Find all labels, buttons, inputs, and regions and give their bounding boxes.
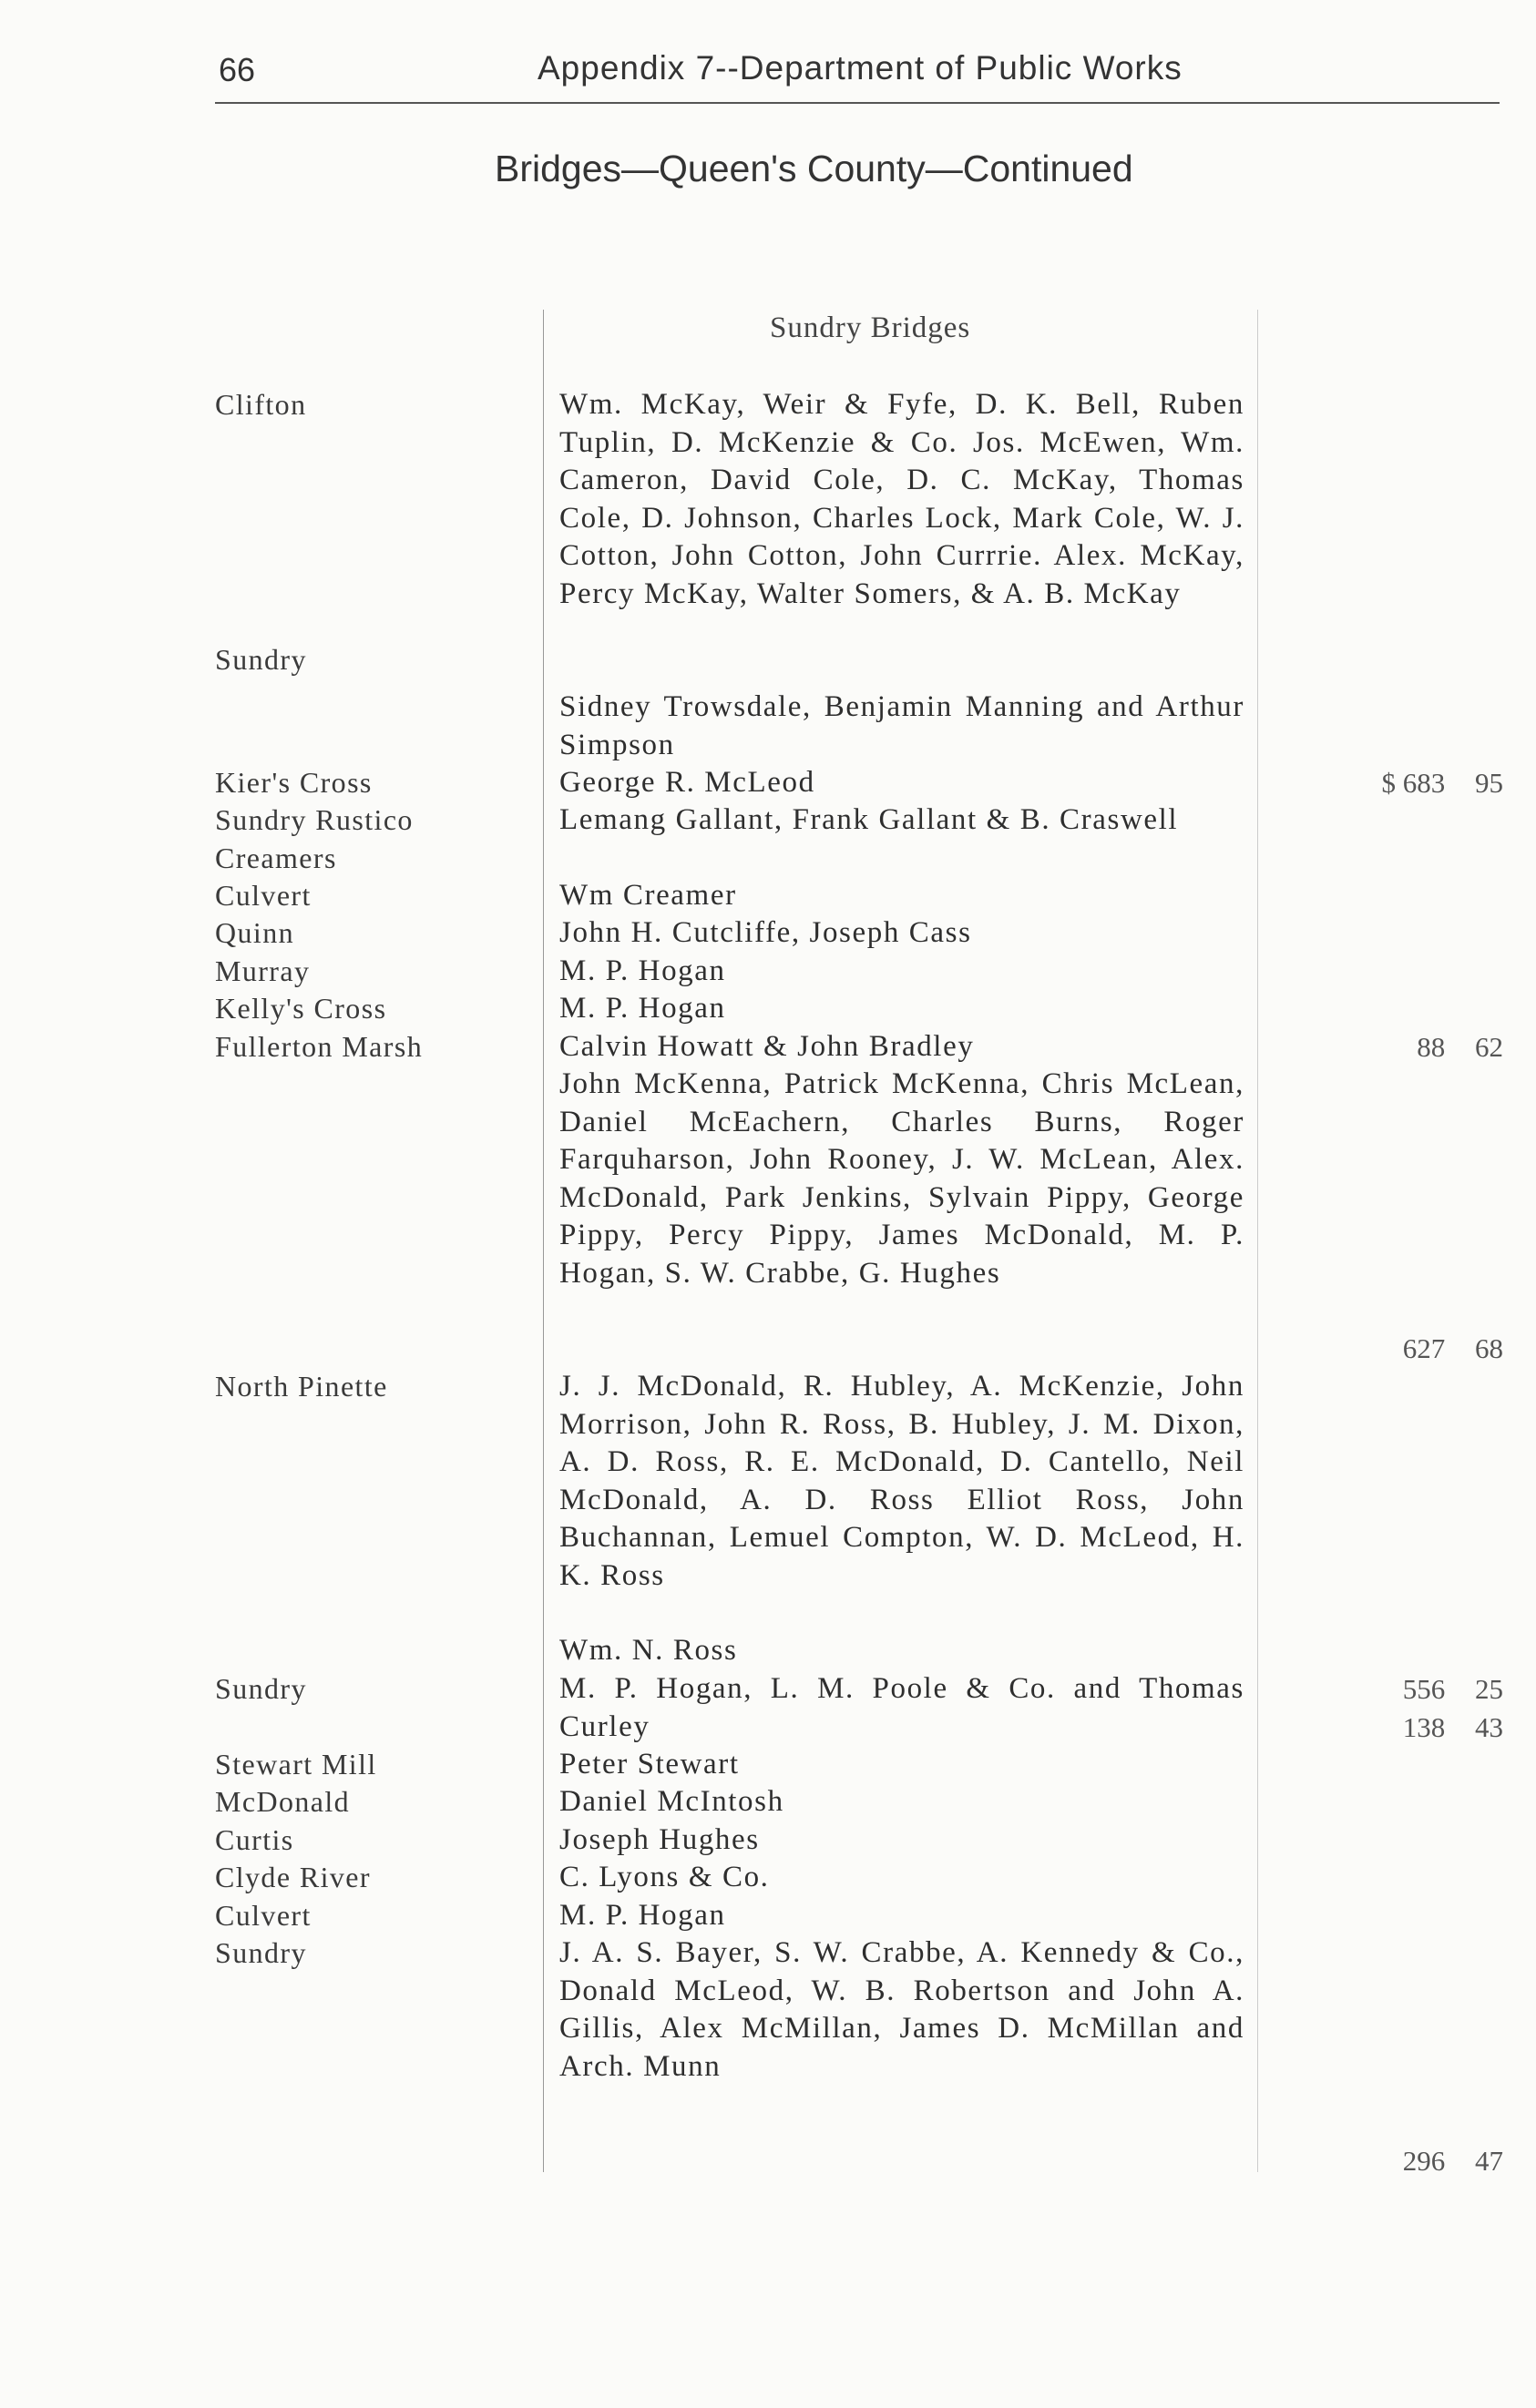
contractor-names: Calvin Howatt & John Bradley	[559, 1030, 975, 1063]
amount-dollars: 627	[1402, 1332, 1446, 1364]
location-list	[215, 641, 525, 679]
contractor-names: J. A. S. Bayer, S. W. Crabbe, A. Kennedy & Co., Donald McLeod, W. B. Robertson and John A. Gillis, Alex McMillan, James D. McMillan and Arch. Munn	[559, 1936, 1244, 2083]
contractor-names: Wm. N. Ross	[559, 1634, 738, 1667]
location-list	[215, 1028, 525, 1066]
amount	[1303, 1028, 1503, 1066]
location-list	[215, 1670, 525, 1709]
location: Sundry Rustico	[215, 803, 414, 836]
amount-dollars: 556	[1402, 1673, 1446, 1705]
amount-cents: 43	[1475, 1710, 1503, 1743]
location: Stewart Mill	[215, 1748, 377, 1780]
location: Sundry	[215, 1936, 307, 1969]
contractor-names: John McKenna, Patrick McKenna, Chris McLean, Daniel McEachern, Charles Burns, Roger Farquharson, John Rooney, J. W. McLean, Alex. McDonald, Park Jenkins, Sylvain Pippy, George Pippy, Percy Pippy, James McDonald, M. P. Hogan, S. W. Crabbe, G. Hughes	[559, 1067, 1244, 1290]
amount	[1303, 1330, 1503, 1368]
amount-dollars: 296	[1402, 2145, 1446, 2177]
contractor-names: John H. Cutcliffe, Joseph Cass	[559, 916, 972, 949]
contractor-names: M. P. Hogan	[559, 1899, 726, 1932]
running-head: Appendix 7--Department of Public Works	[538, 49, 1183, 87]
amount-cents: 47	[1475, 2145, 1503, 2177]
contractor-names: M. P. Hogan	[559, 954, 726, 987]
contractor-names: Wm. McKay, Weir & Fyfe, D. K. Bell, Ruben Tuplin, D. McKenzie & Co. Jos. McEwen, Wm. Cameron, David Cole, D. C. McKay, Thomas Cole, D. Johnson, Charles Lock, Mark Cole, W. J. Cotton, John Cotton, John Currrie. Alex. McKay, Percy McKay, Walter Somers, & A. B. McKay	[559, 388, 1244, 610]
contractor-names: Joseph Hughes	[559, 1823, 760, 1856]
location-list	[215, 1859, 525, 1897]
location: Kelly's Cross	[215, 992, 387, 1025]
location-list	[215, 386, 525, 424]
location-list	[215, 1368, 525, 1406]
amount-dollars: $ 683	[1381, 767, 1446, 799]
location: Kier's Cross	[215, 766, 373, 799]
contractor-names: George R. McLeod	[559, 766, 815, 799]
location-list	[215, 914, 525, 953]
contractor-names: M. P. Hogan, L. M. Poole & Co. and Thomas Curley	[559, 1672, 1244, 1743]
location: Sundry	[215, 1672, 307, 1705]
location-list	[215, 801, 525, 877]
contractor-names: Lemang Gallant, Frank Gallant & B. Craswell	[559, 803, 1179, 836]
amount-cents: 68	[1475, 1332, 1503, 1364]
location-list	[215, 990, 525, 1028]
location: Clifton	[215, 388, 307, 421]
contractor-names: J. J. McDonald, R. Hubley, A. McKenzie, John Morrison, John R. Ross, B. Hubley, J. M. Dixon, A. D. Ross, R. E. McDonald, D. Cantello, Neil McDonald, A. D. Ross Elliot Ross, John Buchannan, Lemuel Compton, W. D. McLeod, H. K. Ross	[559, 1370, 1244, 1592]
amount-dollars: 138	[1402, 1710, 1446, 1743]
location-list	[215, 1746, 525, 1784]
location: Quinn	[215, 916, 294, 949]
amount-cents: 95	[1475, 767, 1503, 799]
location-list	[215, 764, 525, 802]
amount	[1303, 764, 1503, 802]
location: McDonald	[215, 1785, 351, 1818]
amount-cents: 62	[1475, 1031, 1503, 1063]
location-list	[215, 1821, 525, 1860]
page-number: 66	[219, 51, 256, 88]
contractor-names: Wm Creamer	[559, 879, 737, 912]
amount-dollars: 88	[1417, 1031, 1446, 1063]
section-title: Bridges—Queen's County—Continued	[495, 148, 1133, 189]
amount	[1303, 1670, 1503, 1709]
contractor-names: Daniel McIntosh	[559, 1785, 784, 1818]
location-list	[215, 877, 525, 915]
amount	[1303, 2142, 1503, 2180]
subheading: Sundry Bridges	[770, 311, 971, 344]
location-list	[215, 1783, 525, 1821]
location-list	[215, 1897, 525, 1935]
location: Sundry	[215, 643, 307, 676]
contractor-names: Sidney Trowsdale, Benjamin Manning and Arthur Simpson	[559, 690, 1244, 761]
location-list	[215, 953, 525, 991]
location: Culvert	[215, 1899, 312, 1932]
contractor-names: Peter Stewart	[559, 1748, 740, 1780]
location: Creamers	[215, 841, 337, 874]
location: North Pinette	[215, 1370, 388, 1403]
location: Curtis	[215, 1823, 294, 1856]
contractor-names: M. P. Hogan	[559, 992, 726, 1025]
amount	[1303, 1709, 1503, 1747]
location: Murray	[215, 954, 311, 987]
location: Clyde River	[215, 1861, 371, 1893]
location-list	[215, 1934, 525, 1973]
contractor-names: C. Lyons & Co.	[559, 1861, 770, 1893]
amount-cents: 25	[1475, 1673, 1503, 1705]
location: Culvert	[215, 879, 312, 912]
location: Fullerton Marsh	[215, 1030, 424, 1063]
